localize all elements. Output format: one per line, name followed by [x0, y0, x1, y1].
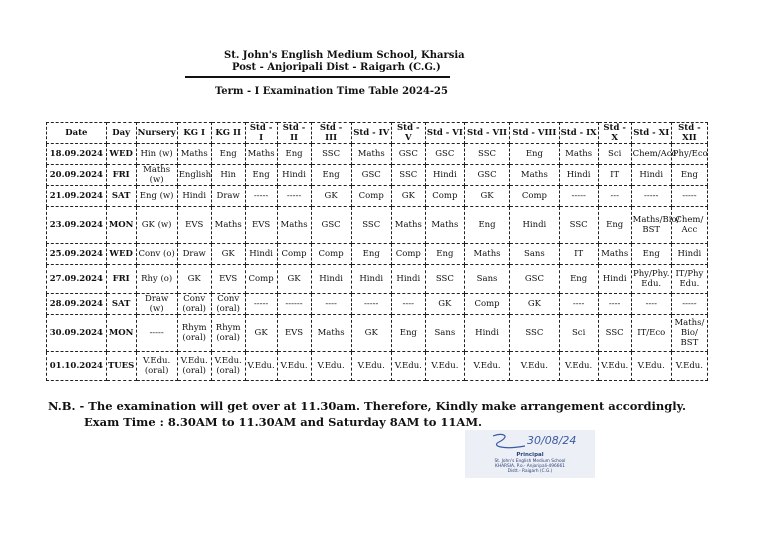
date-cell: 01.10.2024: [47, 352, 107, 381]
subject-cell: Maths: [598, 244, 631, 265]
subject-cell: Maths/Bio/ BST: [631, 207, 671, 244]
subject-cell: Conv (oral): [177, 294, 211, 315]
subject-cell: GK: [391, 186, 425, 207]
subject-cell: -----: [671, 294, 707, 315]
subject-cell: ----: [559, 294, 598, 315]
subject-cell: Hindi: [311, 265, 351, 294]
subject-cell: ----: [391, 294, 425, 315]
subject-cell: Draw: [177, 244, 211, 265]
subject-cell: -----: [245, 294, 277, 315]
subject-cell: Comp: [311, 244, 351, 265]
subject-cell: V.Edu.: [559, 352, 598, 381]
subject-cell: Maths: [464, 244, 509, 265]
day-cell: TUES: [106, 352, 136, 381]
exam-time-note: Exam Time : 8.30AM to 11.30AM and Saturday 8AM to 11AM.: [84, 415, 483, 429]
school-address: Post - Anjoripali Dist - Raigarh (C.G.): [232, 62, 441, 73]
subject-cell: Eng: [631, 244, 671, 265]
subject-cell: IT: [598, 165, 631, 186]
subject-cell: Sans: [510, 244, 559, 265]
date-cell: 23.09.2024: [47, 207, 107, 244]
subject-cell: EVS: [245, 207, 277, 244]
date-cell: 25.09.2024: [47, 244, 107, 265]
column-header: Date: [47, 123, 107, 144]
subject-cell: V.Edu.: [425, 352, 464, 381]
stamp-title: Principal: [516, 452, 544, 458]
subject-cell: GK (w): [136, 207, 177, 244]
subject-cell: Maths: [559, 144, 598, 165]
subject-cell: Hindi: [559, 165, 598, 186]
subject-cell: Hindi: [177, 186, 211, 207]
subject-cell: Eng: [425, 244, 464, 265]
subject-cell: Comp: [425, 186, 464, 207]
subject-cell: Comp: [391, 244, 425, 265]
subject-cell: GK: [464, 186, 509, 207]
subject-cell: EVS: [277, 315, 311, 352]
subject-cell: Eng: [277, 144, 311, 165]
subject-cell: SSC: [510, 315, 559, 352]
subject-cell: Rhym (oral): [211, 315, 245, 352]
day-cell: WED: [106, 144, 136, 165]
date-cell: 20.09.2024: [47, 165, 107, 186]
column-header: Std - IV: [351, 123, 391, 144]
table-row: [47, 186, 708, 207]
subject-cell: -----: [351, 294, 391, 315]
subject-cell: Hin (w): [136, 144, 177, 165]
subject-cell: SSC: [311, 144, 351, 165]
subject-cell: Eng: [671, 165, 707, 186]
subject-cell: GSC: [391, 144, 425, 165]
subject-cell: Comp: [510, 186, 559, 207]
timetable-body: [47, 144, 708, 381]
subject-cell: IT/Phy Edu.: [671, 265, 707, 294]
subject-cell: SSC: [425, 265, 464, 294]
subject-cell: Comp: [277, 244, 311, 265]
table-row: [47, 294, 708, 315]
subject-cell: Comp: [351, 186, 391, 207]
timetable-title: Term - I Examination Time Table 2024-25: [215, 86, 448, 97]
subject-cell: ----: [631, 294, 671, 315]
subject-cell: GSC: [425, 144, 464, 165]
day-cell: MON: [106, 207, 136, 244]
column-header: Std - VIII: [510, 123, 559, 144]
subject-cell: IT/Eco: [631, 315, 671, 352]
subject-cell: V.Edu.: [311, 352, 351, 381]
subject-cell: Eng: [211, 144, 245, 165]
subject-cell: GSC: [510, 265, 559, 294]
column-header: KG II: [211, 123, 245, 144]
subject-cell: EVS: [211, 265, 245, 294]
subject-cell: SSC: [559, 207, 598, 244]
subject-cell: V.Edu.: [598, 352, 631, 381]
subject-cell: EVS: [177, 207, 211, 244]
subject-cell: V.Edu.: [351, 352, 391, 381]
subject-cell: SSC: [391, 165, 425, 186]
subject-cell: Comp: [464, 294, 509, 315]
column-header: Std - XII: [671, 123, 707, 144]
subject-cell: Sans: [425, 315, 464, 352]
subject-cell: V.Edu.: [671, 352, 707, 381]
column-header: Std - I: [245, 123, 277, 144]
subject-cell: Hindi: [277, 165, 311, 186]
subject-cell: GK: [177, 265, 211, 294]
subject-cell: Eng (w): [136, 186, 177, 207]
subject-cell: Hindi: [351, 265, 391, 294]
subject-cell: Eng: [245, 165, 277, 186]
column-header: Std - VII: [464, 123, 509, 144]
subject-cell: V.Edu.: [391, 352, 425, 381]
subject-cell: Maths/ Bio/ BST: [671, 315, 707, 352]
subject-cell: Maths: [177, 144, 211, 165]
subject-cell: ------: [277, 294, 311, 315]
day-cell: SAT: [106, 186, 136, 207]
subject-cell: GSC: [464, 165, 509, 186]
signature-date: 30/08/24: [527, 434, 577, 447]
subject-cell: ----: [598, 294, 631, 315]
subject-cell: Rhym (oral): [177, 315, 211, 352]
subject-cell: Maths: [277, 207, 311, 244]
subject-cell: -----: [136, 315, 177, 352]
subject-cell: GK: [510, 294, 559, 315]
subject-cell: Maths: [351, 144, 391, 165]
stamp-line-address: KHARSIA, P.o.- Anjoripali-496661: [495, 464, 565, 469]
column-header: Nursery: [136, 123, 177, 144]
day-cell: MON: [106, 315, 136, 352]
subject-cell: V.Edu.: [245, 352, 277, 381]
subject-cell: -----: [277, 186, 311, 207]
subject-cell: GK: [277, 265, 311, 294]
subject-cell: Hindi: [464, 315, 509, 352]
column-header: Std - XI: [631, 123, 671, 144]
day-cell: FRI: [106, 165, 136, 186]
subject-cell: Hindi: [245, 244, 277, 265]
subject-cell: Hindi: [391, 265, 425, 294]
subject-cell: -----: [559, 186, 598, 207]
date-cell: 28.09.2024: [47, 294, 107, 315]
subject-cell: Eng: [391, 315, 425, 352]
subject-cell: V.Edu. (oral): [136, 352, 177, 381]
subject-cell: Hin: [211, 165, 245, 186]
subject-cell: Conv (o): [136, 244, 177, 265]
subject-cell: -----: [245, 186, 277, 207]
date-cell: 21.09.2024: [47, 186, 107, 207]
subject-cell: GK: [311, 186, 351, 207]
day-cell: SAT: [106, 294, 136, 315]
subject-cell: V.Edu.: [464, 352, 509, 381]
subject-cell: Phy/Eco: [671, 144, 707, 165]
subject-cell: ----: [311, 294, 351, 315]
column-header: Std - V: [391, 123, 425, 144]
subject-cell: GK: [211, 244, 245, 265]
subject-cell: Eng: [351, 244, 391, 265]
subject-cell: Eng: [311, 165, 351, 186]
subject-cell: SSC: [598, 315, 631, 352]
column-header: Std - X: [598, 123, 631, 144]
subject-cell: -----: [671, 186, 707, 207]
subject-cell: V.Edu.: [277, 352, 311, 381]
subject-cell: Maths: [391, 207, 425, 244]
subject-cell: Sci: [598, 144, 631, 165]
principal-stamp: [465, 430, 595, 478]
subject-cell: Maths: [510, 165, 559, 186]
table-row: [47, 144, 708, 165]
subject-cell: Hindi: [425, 165, 464, 186]
table-row: [47, 207, 708, 244]
subject-cell: Maths (w): [136, 165, 177, 186]
subject-cell: V.Edu.: [631, 352, 671, 381]
subject-cell: Draw: [211, 186, 245, 207]
date-cell: 27.09.2024: [47, 265, 107, 294]
subject-cell: GK: [245, 315, 277, 352]
timetable: [46, 122, 708, 381]
subject-cell: GK: [425, 294, 464, 315]
subject-cell: Draw (w): [136, 294, 177, 315]
subject-cell: GSC: [311, 207, 351, 244]
column-header: Std - III: [311, 123, 351, 144]
subject-cell: SSC: [351, 207, 391, 244]
subject-cell: Rhy (o): [136, 265, 177, 294]
subject-cell: Sans: [464, 265, 509, 294]
table-row: [47, 165, 708, 186]
table-row: [47, 265, 708, 294]
subject-cell: V.Edu.: [510, 352, 559, 381]
subject-cell: Hindi: [631, 165, 671, 186]
subject-cell: Chem/ Acc: [671, 207, 707, 244]
subject-cell: Eng: [510, 144, 559, 165]
date-cell: 30.09.2024: [47, 315, 107, 352]
subject-cell: V.Edu. (oral): [211, 352, 245, 381]
column-header: Std - II: [277, 123, 311, 144]
subject-cell: Conv (oral): [211, 294, 245, 315]
subject-cell: Maths: [211, 207, 245, 244]
column-header: KG I: [177, 123, 211, 144]
subject-cell: -----: [631, 186, 671, 207]
header-row: [47, 123, 708, 144]
table-row: [47, 244, 708, 265]
table-row: [47, 315, 708, 352]
subject-cell: SSC: [464, 144, 509, 165]
date-cell: 18.09.2024: [47, 144, 107, 165]
subject-cell: Maths: [245, 144, 277, 165]
subject-cell: GK: [351, 315, 391, 352]
subject-cell: Eng: [464, 207, 509, 244]
subject-cell: Chem/Acc: [631, 144, 671, 165]
subject-cell: Hindi: [671, 244, 707, 265]
subject-cell: Eng: [598, 207, 631, 244]
subject-cell: Maths: [425, 207, 464, 244]
subject-cell: Sci: [559, 315, 598, 352]
subject-cell: ---: [598, 186, 631, 207]
day-cell: WED: [106, 244, 136, 265]
nb-note: N.B. - The examination will get over at 11.30am. Therefore, Kindly make arrangement accordingly.: [48, 399, 687, 413]
table-row: [47, 352, 708, 381]
column-header: Day: [106, 123, 136, 144]
subject-cell: Eng: [559, 265, 598, 294]
subject-cell: Hindi: [510, 207, 559, 244]
subject-cell: IT: [559, 244, 598, 265]
subject-cell: Maths: [311, 315, 351, 352]
day-cell: FRI: [106, 265, 136, 294]
subject-cell: Comp: [245, 265, 277, 294]
school-name: St. John's English Medium School, Kharsia: [224, 50, 465, 61]
subject-cell: Phy/Phy. Edu.: [631, 265, 671, 294]
header-divider: [185, 76, 450, 78]
stamp-line-school: St. John's English Medium School: [494, 459, 566, 464]
stamp-line-district: Distt.- Raigarh (C.G.): [507, 469, 553, 474]
subject-cell: Hindi: [598, 265, 631, 294]
subject-cell: GSC: [351, 165, 391, 186]
subject-cell: V.Edu. (oral): [177, 352, 211, 381]
signature-mark: [489, 432, 529, 452]
column-header: Std - VI: [425, 123, 464, 144]
column-header: Std - IX: [559, 123, 598, 144]
subject-cell: English: [177, 165, 211, 186]
